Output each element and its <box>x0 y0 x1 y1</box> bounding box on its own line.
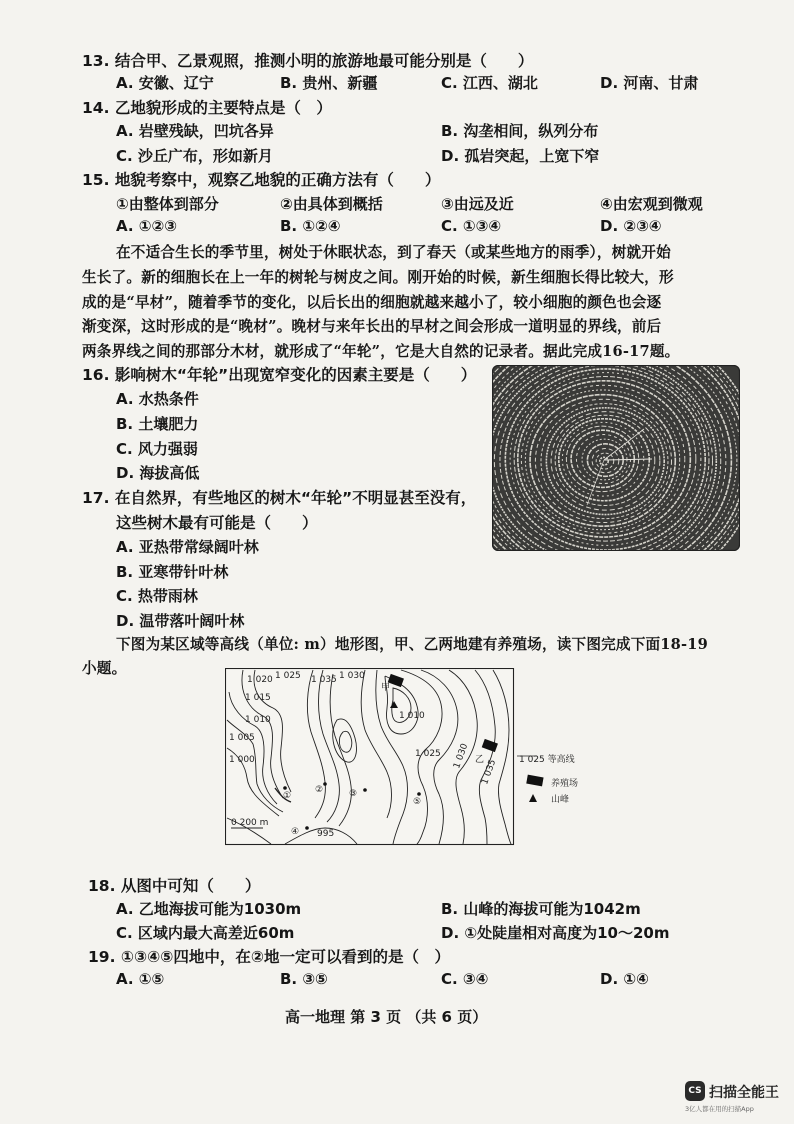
contour-label-1015: 1 015 <box>245 693 271 703</box>
q15-method-4: ④由宏观到微观 <box>600 195 703 213</box>
q15-method-2: ②由具体到概括 <box>280 195 383 213</box>
legend-farm-label: 养殖场 <box>551 779 579 789</box>
q17-option-d: D. 温带落叶阔叶林 <box>116 612 245 630</box>
q17-option-a: A. 亚热带常绿阔叶林 <box>116 538 259 556</box>
map-intro-line-2: 小题。 <box>82 660 127 677</box>
q13-option-c: C. 江西、湖北 <box>441 74 538 92</box>
contour-map <box>225 668 620 846</box>
q13-option-b: B. 贵州、新疆 <box>280 74 378 92</box>
contour-label-1005: 1 005 <box>229 733 255 743</box>
contour-label-1035-right: 1 035 <box>480 758 499 787</box>
q14-stem: 14. 乙地貌形成的主要特点是（ ） <box>82 99 332 117</box>
watermark-subtitle: 3亿人都在用的扫描App <box>685 1105 754 1113</box>
map-intro-line-1: 下图为某区域等高线（单位: m）地形图，甲、乙两地建有养殖场，读下图完成下面18-19 <box>116 636 708 653</box>
q15-option-d: D. ②③④ <box>600 217 662 235</box>
q15-method-3: ③由远及近 <box>441 195 514 213</box>
contour-label-1030: 1 030 <box>339 671 365 681</box>
q13-option-d: D. 河南、甘肃 <box>600 74 699 92</box>
passage-line-5: 两条界线之间的那部分木材，就形成了“年轮”，它是大自然的记录者。据此完成16-17题。 <box>82 343 680 360</box>
passage-line-3: 成的是“早材”，随着季节的变化，以后长出的细胞就越来越小了，较小细胞的颜色也会逐 <box>82 294 662 311</box>
point-label-3: ③ <box>349 789 358 799</box>
q15-option-b: B. ①②④ <box>280 217 341 235</box>
q15-method-1: ①由整体到部分 <box>116 195 219 213</box>
scale-label: 0 200 m <box>231 818 269 828</box>
q16-stem: 16. 影响树木“年轮”出现宽窄变化的因素主要是（ ） <box>82 366 477 384</box>
legend-contour-label: 1 025 等高线 <box>519 755 575 765</box>
contour-label-1035-top: 1 035 <box>311 675 337 685</box>
q19-option-a: A. ①⑤ <box>116 970 165 988</box>
contour-label-1025-top: 1 025 <box>275 671 301 681</box>
q16-option-b: B. 土壤肥力 <box>116 415 199 433</box>
q18-option-a: A. 乙地海拔可能为1030m <box>116 900 302 918</box>
q14-option-a: A. 岩壁残缺，凹坑各异 <box>116 122 274 140</box>
q17-option-b: B. 亚寒带针叶林 <box>116 563 229 581</box>
legend-farm-icon <box>526 775 543 787</box>
contour-label-1010-left: 1 010 <box>245 715 271 725</box>
scanner-watermark <box>683 1080 791 1116</box>
passage-line-2: 生长了。新的细胞长在上一年的树轮与树皮之间。刚开始的时候，新生细胞长得比较大，形 <box>82 269 674 286</box>
legend-peak-icon <box>529 794 537 802</box>
contour-label-1025-right: 1 025 <box>415 749 441 759</box>
contour-label-1010-right: 1 010 <box>399 711 425 721</box>
q18-option-d: D. ①处陡崖相对高度为10～20m <box>441 924 670 942</box>
place-label-jia: 甲 <box>381 683 391 693</box>
contour-label-1030-right: 1 030 <box>452 742 471 771</box>
q14-option-c: C. 沙丘广布，形如新月 <box>116 147 273 165</box>
q13-option-a: A. 安徽、辽宁 <box>116 74 214 92</box>
point-label-1: ① <box>283 791 292 801</box>
cs-logo-icon: CS <box>685 1081 705 1101</box>
q19-option-b: B. ③⑤ <box>280 970 328 988</box>
contour-label-1000: 1 000 <box>229 755 255 765</box>
legend-peak-label: 山峰 <box>551 795 570 805</box>
watermark-title: 扫描全能王 <box>709 1085 779 1101</box>
contour-label-1020: 1 020 <box>247 675 273 685</box>
q16-option-a: A. 水热条件 <box>116 390 199 408</box>
tree-ring-photo <box>492 365 740 551</box>
q14-option-d: D. 孤岩突起，上宽下窄 <box>441 147 600 165</box>
q15-option-c: C. ①③④ <box>441 217 502 235</box>
page-footer: 高一地理 第 3 页 （共 6 页） <box>285 1008 488 1026</box>
q19-option-c: C. ③④ <box>441 970 489 988</box>
q18-stem: 18. 从图中可知（ ） <box>88 877 261 895</box>
q15-option-a: A. ①②③ <box>116 217 177 235</box>
q14-option-b: B. 沟垄相间，纵列分布 <box>441 122 599 140</box>
passage-line-4: 渐变深，这时形成的是“晚材”。晚材与来年长出的早材之间会形成一道明显的界线，前后 <box>82 318 662 335</box>
q17-stem-line-2: 这些树木最有可能是（ ） <box>116 514 318 532</box>
q16-option-c: C. 风力强弱 <box>116 440 198 458</box>
q13-stem: 13. 结合甲、乙景观照，推测小明的旅游地最可能分别是（ ） <box>82 52 534 70</box>
point-label-5: ⑤ <box>413 797 422 807</box>
place-label-yi: 乙 <box>475 755 485 765</box>
q18-option-c: C. 区域内最大高差近60m <box>116 924 295 942</box>
q19-stem: 19. ①③④⑤四地中，在②地一定可以看到的是（ ） <box>88 948 450 966</box>
point-label-2: ② <box>315 785 324 795</box>
q15-stem: 15. 地貌考察中，观察乙地貌的正确方法有（ ） <box>82 171 441 189</box>
q19-option-d: D. ①④ <box>600 970 649 988</box>
q18-option-b: B. 山峰的海拔可能为1042m <box>441 900 641 918</box>
passage-line-1: 在不适合生长的季节里，树处于休眠状态，到了春天（或某些地方的雨季），树就开始 <box>116 244 671 261</box>
point-label-4: ④ <box>291 827 300 837</box>
contour-label-995: 995 <box>317 829 335 839</box>
q17-stem-line-1: 17. 在自然界，有些地区的树木“年轮”不明显甚至没有， <box>82 489 477 507</box>
q17-option-c: C. 热带雨林 <box>116 587 198 605</box>
q16-option-d: D. 海拔高低 <box>116 464 200 482</box>
